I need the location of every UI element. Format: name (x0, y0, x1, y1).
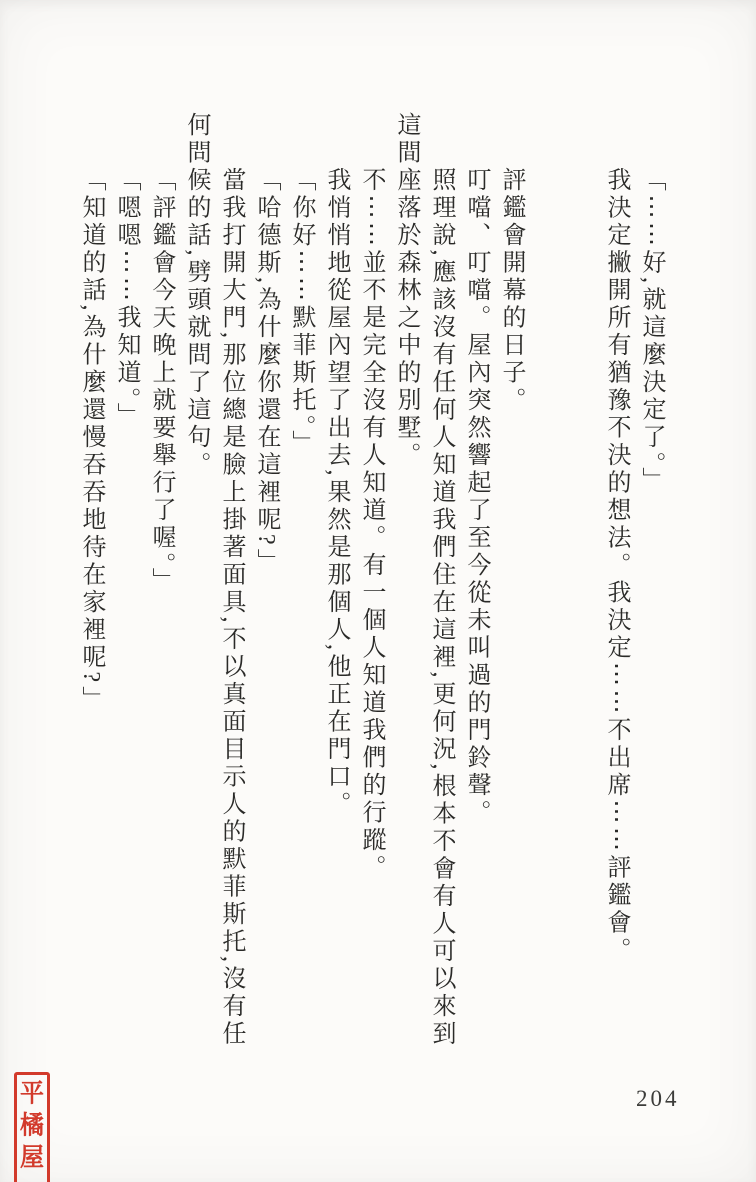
paragraph: 不⋯⋯並不是完全沒有人知道。有一個人知道我們的行蹤。 (358, 167, 384, 882)
paragraph: 當我打開大門,那位總是臉上掛著面具,不以真面目示人的默菲斯托,沒有任何問候的話,劈頭就問了這句。 (183, 112, 244, 1048)
paragraph: 我決定撇開所有猶豫不決的想法。我決定⋯⋯不出席⋯⋯評鑑會。 (603, 167, 629, 965)
paragraph: 「知道的話,為什麼還慢吞吞地待在家裡呢?」 (78, 167, 104, 714)
seal-character: 橘 (20, 1112, 44, 1140)
paragraph: 評鑑會開幕的日子。 (498, 167, 524, 415)
paragraph: 叮噹、叮噹。屋內突然響起了至今從未叫過的門鈴聲。 (463, 167, 489, 827)
paragraph: 「哈德斯,為什麼你還在這裡呢?」 (253, 167, 279, 576)
text-section-2 (73, 112, 528, 1052)
paragraph: 照理說,應該沒有任何人知道我們住在這裡,更何況,根本不會有人可以來到這間座落於森林之中的別墅。 (393, 112, 454, 1048)
paragraph: 「⋯⋯好,就這麼決定了。」 (638, 167, 664, 495)
seal-character: 屋 (20, 1144, 44, 1172)
paragraph: 「評鑑會今天晚上就要舉行了喔。」 (148, 167, 174, 595)
bookshop-seal-stamp (14, 1072, 50, 1182)
page-number: 204 (636, 1086, 680, 1111)
body-text (73, 112, 668, 1052)
paragraph: 「嗯嗯⋯⋯我知道。」 (113, 167, 139, 430)
seal-character: 平 (20, 1080, 44, 1108)
paragraph: 我悄悄地從屋內望了出去,果然是那個人,他正在門口。 (323, 167, 349, 819)
paragraph: 「你好⋯⋯默菲斯托。」 (288, 167, 314, 458)
text-section-1 (598, 112, 668, 1052)
